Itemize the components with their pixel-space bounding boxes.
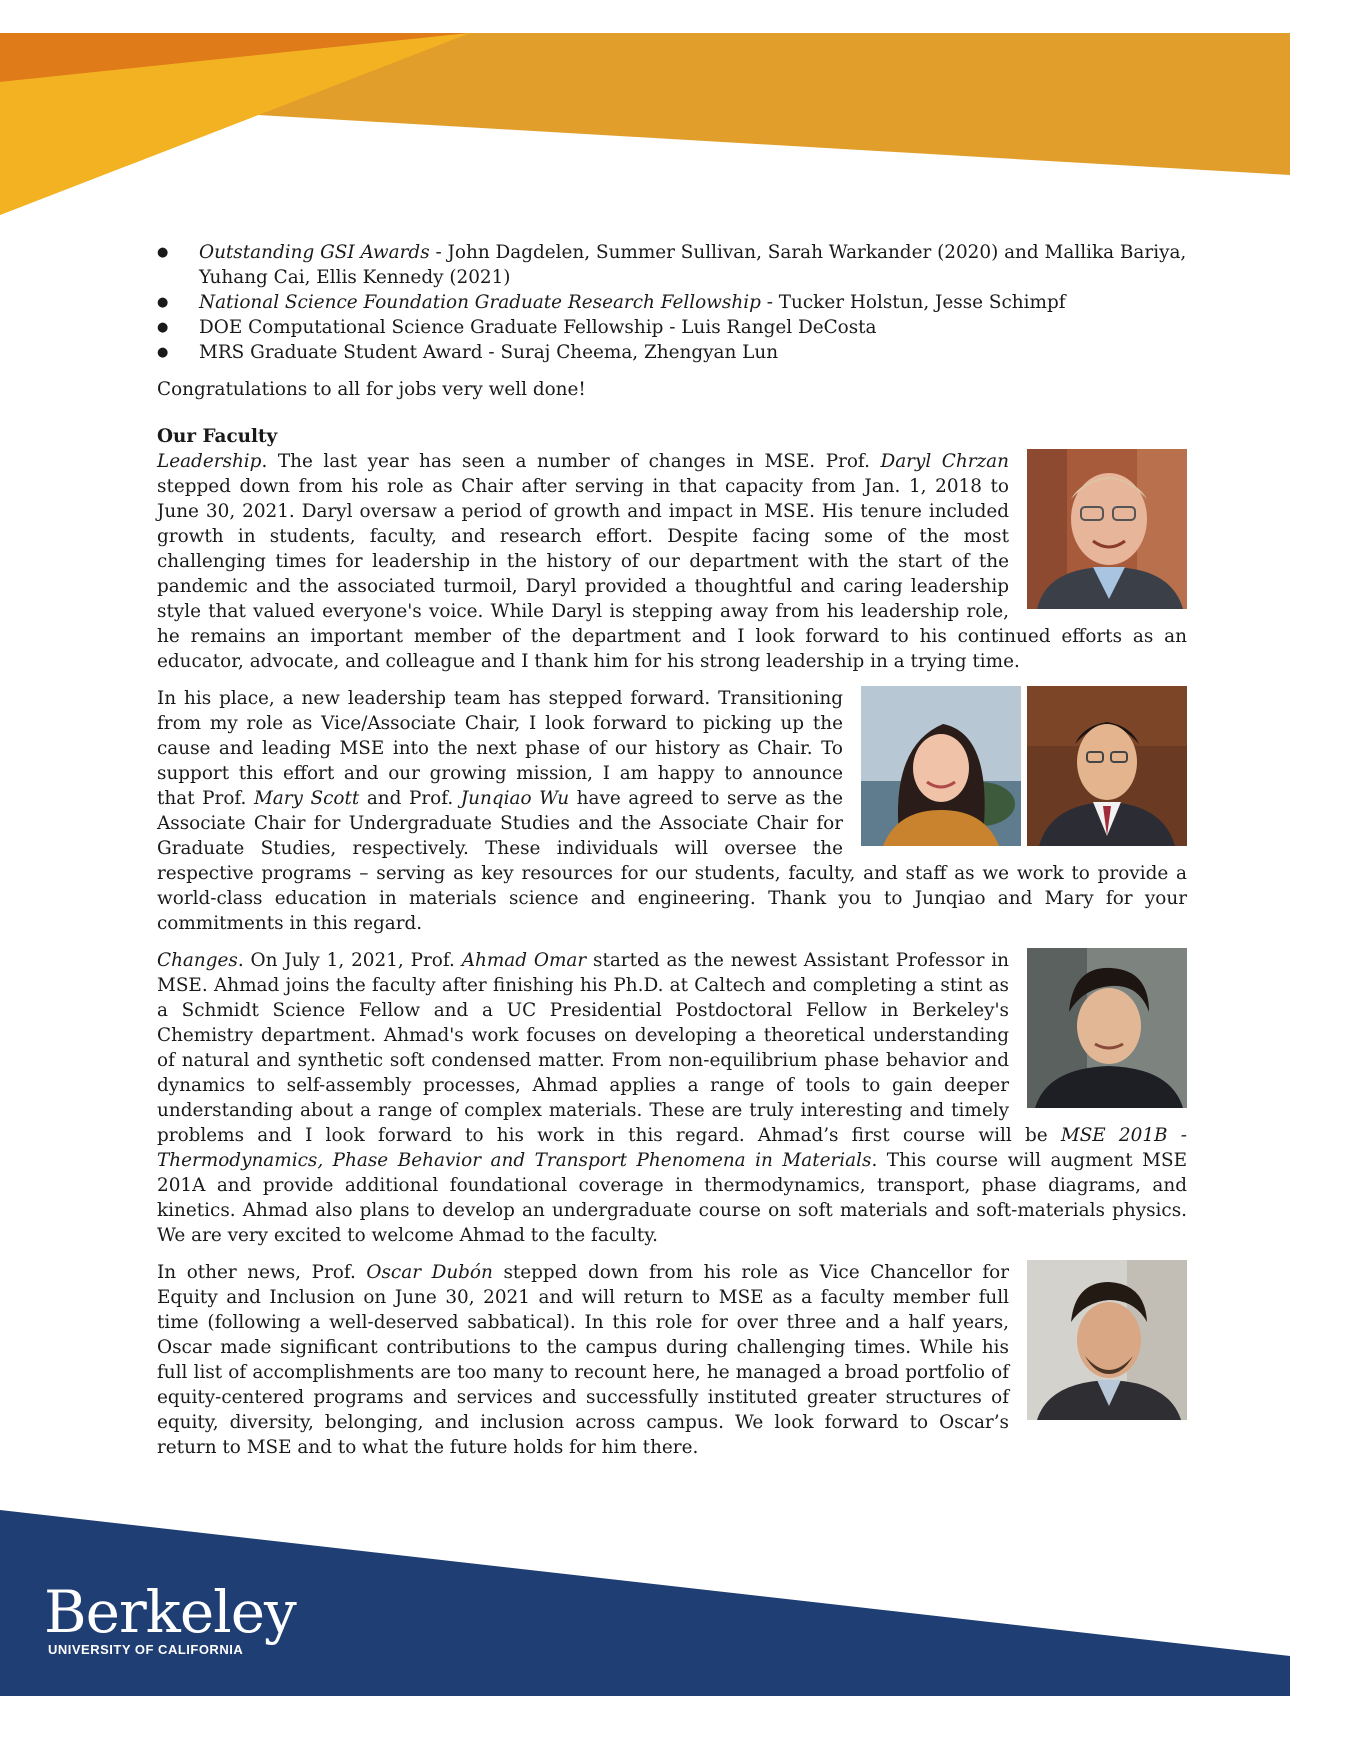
top-banner (0, 0, 1352, 240)
award-item: ● National Science Foundation Graduate Research Fellowship - Tucker Holstun, Jesse Schimpf (157, 290, 1187, 315)
paragraph-changes: Changes. On July 1, 2021, Prof. Ahmad Omar started as the newest Assistant Professor in MSE. Ahmad joins the faculty after finishing his Ph.D. at Caltech and completing a stint as a Schmidt Science Fellow and a UC Presidential Postdoctoral Fellow in Berkeley's Chemistry department. Ahmad's work focuses on developing a theoretical understanding of natural and synthetic soft condensed matter. From non-equilibrium phase behavior and dynamics to self-assembly processes, Ahmad applies a range of tools to gain deeper understanding about a range of complex materials. These are truly interesting and timely problems and I look forward to his work in this regard. Ahmad’s first course will be MSE 201B - Thermodynamics, Phase Behavior and Transport Phenomena in Materials. This course will augment MSE 201A and provide additional foundational coverage in thermodynamics, transport, phase diagrams, and kinetics. Ahmad also plans to develop an undergraduate course on soft materials and soft-materials physics. We are very excited to welcome Ahmad to the faculty. (157, 950, 1187, 1246)
award-item: ● DOE Computational Science Graduate Fellowship - Luis Rangel DeCosta (157, 315, 1187, 340)
photo-junqiao-wu (1027, 686, 1187, 846)
paragraph-leadership: Leadership. The last year has seen a number of changes in MSE. Prof. Daryl Chrzan stepped down from his role as Chair after serving in that capacity from Jan. 1, 2018 to June 30, 2021. Daryl oversaw a period of growth and impact in MSE. His tenure included growth in students, faculty, and research effort. Despite facing some of the most challenging times for leadership in the history of our department with the start of the pandemic and the associated turmoil, Daryl provided a thoughtful and caring leadership style that valued everyone's voice. While Daryl is stepping away from his leadership role, he remains an important member of the department and I look forward to his continued efforts as an educator, advocate, and colleague and I thank him for his strong leadership in a trying time. (157, 451, 1187, 672)
photo-daryl-chrzan (1027, 449, 1187, 609)
photo-mary-scott (861, 686, 1021, 846)
paragraph-leadership-team: In his place, a new leadership team has stepped forward. Transitioning from my role as Vice/Associate Chair, I look forward to picking up the cause and leading MSE into the next phase of our history as Chair. To support this effort and our growing mission, I am happy to announce that Prof. Mary Scott and Prof. Junqiao Wu have agreed to serve as the Associate Chair for Undergraduate Studies and the Associate Chair for Graduate Studies, respectively. These individuals will oversee the respective programs – serving as key resources for our students, faculty, and staff as we work to provide a world-class education in materials science and engineering. Thank you to Junqiao and Mary for your commitments in this regard. (157, 688, 1187, 934)
award-item: ● Outstanding GSI Awards - John Dagdelen, Summer Sullivan, Sarah Warkander (2020) and Mallika Bariya, Yuhang Cai, Ellis Kennedy (2021) (157, 240, 1187, 290)
berkeley-logo (44, 1578, 296, 1657)
logo-wordmark: Berkeley (44, 1578, 296, 1646)
photo-ahmad-omar (1027, 948, 1187, 1108)
photo-pair (861, 686, 1187, 846)
paragraph-other-news: In other news, Prof. Oscar Dubón stepped down from his role as Vice Chancellor for Equity and Inclusion on June 30, 2021 and will return to MSE as a faculty member full time (following a well-deserved sabbatical). In this role for over three and a half years, Oscar made significant contributions to the campus during challenging times. While his full list of accomplishments are too many to recount here, he managed a broad portfolio of equity-centered programs and services and successfully instituted greater structures of equity, diversity, belonging, and inclusion across campus. We look forward to Oscar’s return to MSE and to what the future holds for him there. (157, 1260, 1187, 1460)
photo-oscar-dubon (1027, 1260, 1187, 1420)
section-title: Our Faculty (157, 426, 278, 447)
award-item: ● MRS Graduate Student Award - Suraj Cheema, Zhengyan Lun (157, 340, 1187, 365)
logo-subtitle: UNIVERSITY OF CALIFORNIA (48, 1642, 244, 1657)
awards-list (157, 240, 1187, 365)
congratulations-line: Congratulations to all for jobs very well done! (157, 379, 586, 400)
letter-body (157, 240, 1187, 1472)
